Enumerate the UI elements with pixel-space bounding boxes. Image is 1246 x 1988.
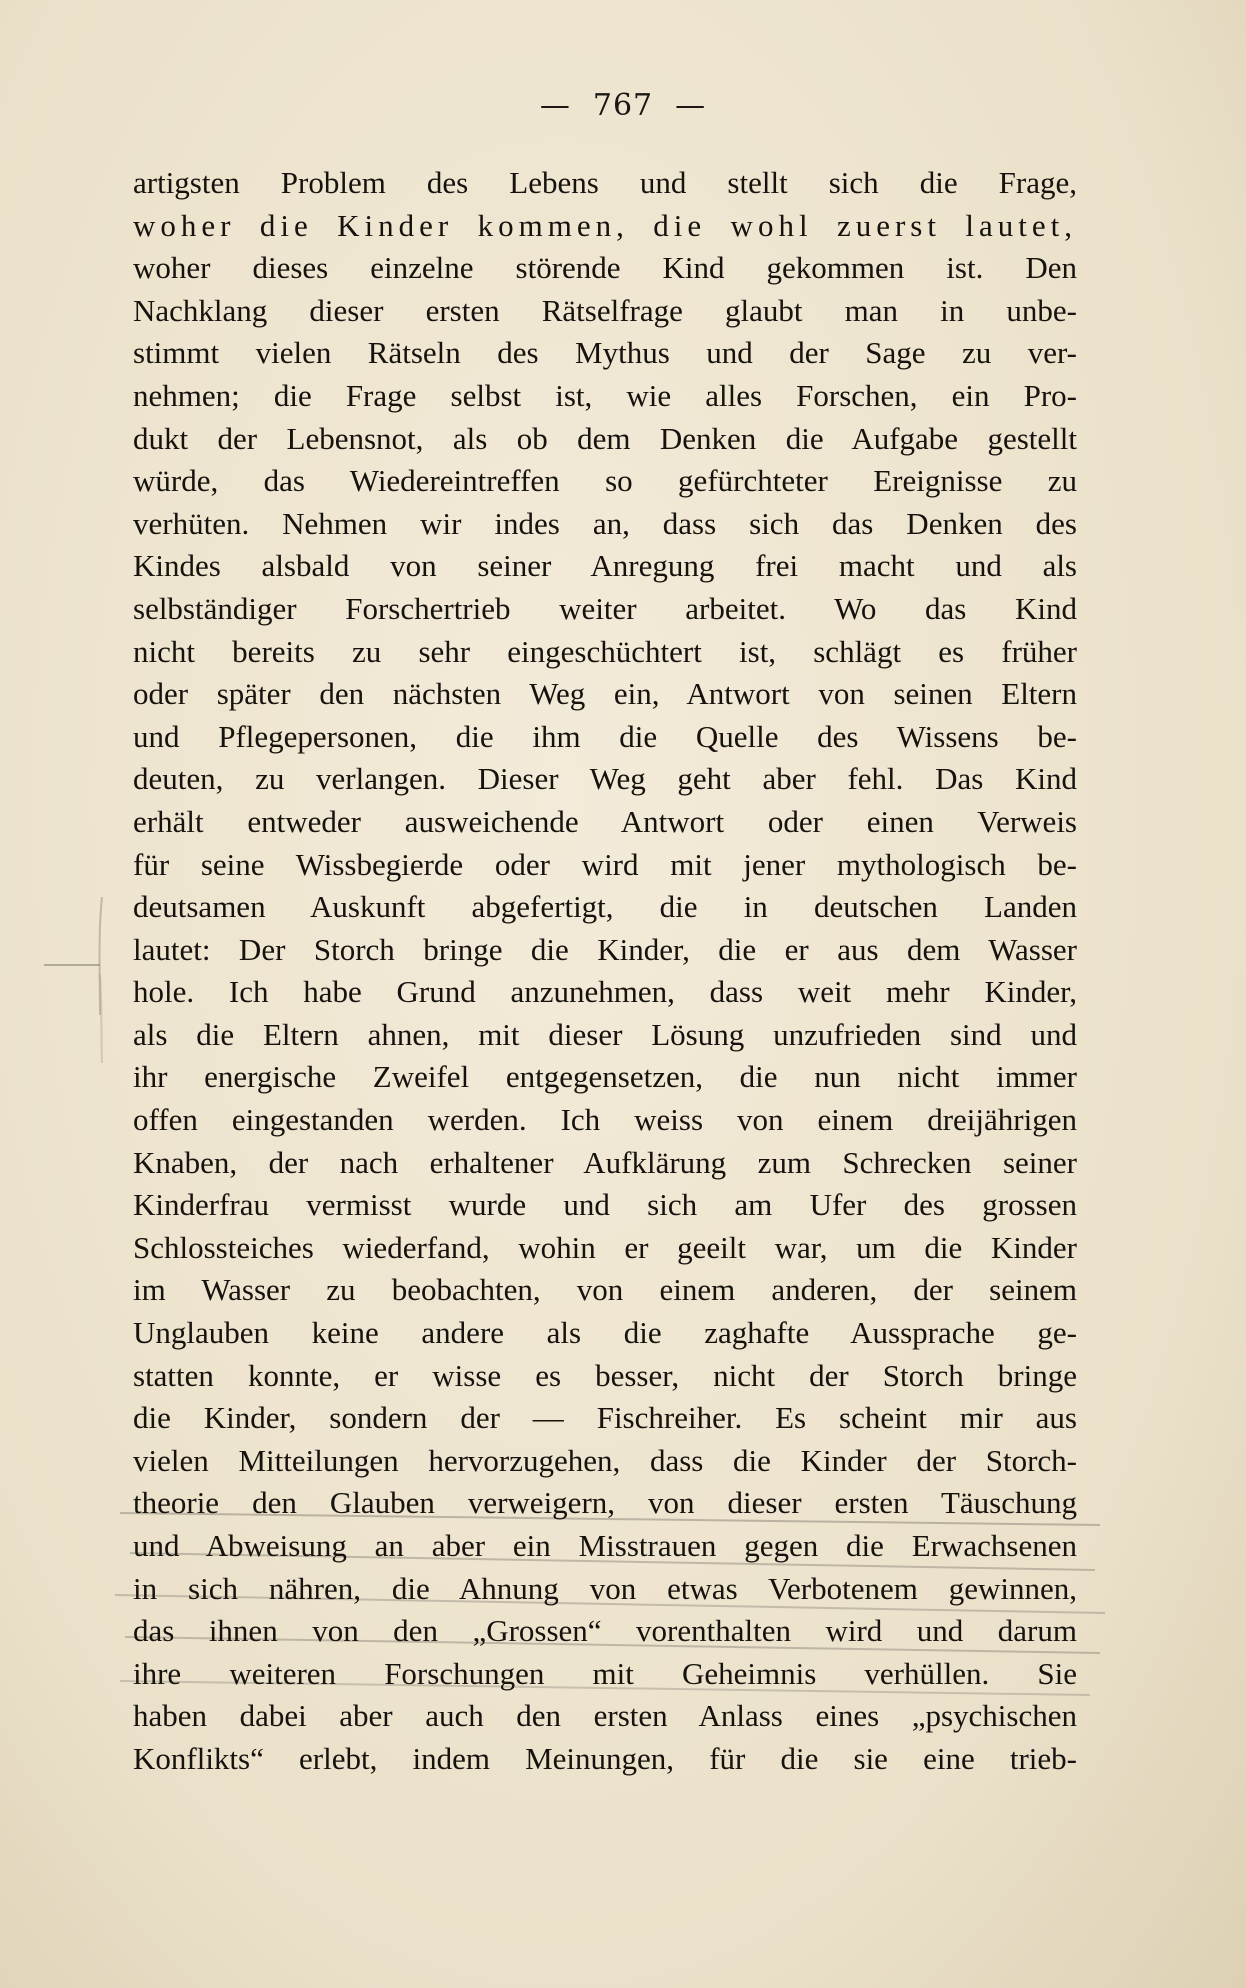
text-line: selbständiger Forschertrieb weiter arbeitet. Wo das Kind	[133, 590, 1077, 626]
text-line: Schlossteiches wiederfand, wohin er geeilt war, um die Kinder	[133, 1229, 1077, 1265]
text-line: Konflikts“ erlebt, indem Meinungen, für die sie eine trieb-	[133, 1740, 1077, 1776]
text-line: im Wasser zu beobachten, von einem anderen, der seinem	[133, 1272, 1077, 1308]
text-line: Knaben, der nach erhaltener Aufklärung zum Schrecken seiner	[133, 1144, 1077, 1180]
text-line: Kindes alsbald von seiner Anregung frei macht und als	[133, 548, 1077, 584]
page-number	[0, 88, 1246, 123]
text-line: als die Eltern ahnen, mit dieser Lösung unzufrieden sind und	[133, 1016, 1077, 1052]
margin-pencil-mark	[40, 895, 110, 1065]
text-line: haben dabei aber auch den ersten Anlass eines „psychischen	[133, 1698, 1077, 1734]
text-line: und Pflegepersonen, die ihm die Quelle des Wissens be-	[133, 718, 1077, 754]
text-line: würde, das Wiedereintreffen so gefürchteter Ereignisse zu	[133, 463, 1077, 499]
text-line: Kinderfrau vermisst wurde und sich am Ufer des grossen	[133, 1187, 1077, 1223]
text-line: lautet: Der Storch bringe die Kinder, die er aus dem Wasser	[133, 931, 1077, 967]
page-number-dash-right: —	[675, 88, 707, 123]
text-line: theorie den Glauben verweigern, von dieser ersten Täuschung	[133, 1485, 1077, 1521]
text-line: in sich nähren, die Ahnung von etwas Verbotenem gewinnen,	[133, 1570, 1077, 1606]
text-line: und Abweisung an aber ein Misstrauen gegen die Erwachsenen	[133, 1528, 1077, 1563]
text-line: für seine Wissbegierde oder wird mit jener mythologisch be-	[133, 846, 1077, 882]
text-line: stimmt vielen Rätseln des Mythus und der Sage zu ver-	[133, 335, 1077, 371]
text-line: das ihnen von den „Grossen“ vorenthalten wird und darum	[133, 1613, 1077, 1649]
page-number-dash-left: —	[539, 88, 571, 123]
page-number-value: 767	[592, 88, 654, 123]
text-line: ihre weiteren Forschungen mit Geheimnis verhüllen. Sie	[133, 1655, 1077, 1691]
text-line: artigsten Problem des Lebens und stellt sich die Frage,	[133, 165, 1077, 200]
text-line: woher dieses einzelne störende Kind gekommen ist. Den	[133, 250, 1077, 286]
text-line: nehmen; die Frage selbst ist, wie alles Forschen, ein Pro-	[133, 377, 1077, 413]
text-line: vielen Mitteilungen hervorzugehen, dass die Kinder der Storch-	[133, 1442, 1077, 1478]
text-line: Nachklang dieser ersten Rätselfrage glaubt man in unbe-	[133, 292, 1077, 328]
text-line: Unglauben keine andere als die zaghafte Aussprache ge-	[133, 1315, 1077, 1351]
text-line: deuten, zu verlangen. Dieser Weg geht aber fehl. Das Kind	[133, 761, 1077, 797]
text-line: nicht bereits zu sehr eingeschüchtert ist, schlägt es früher	[133, 633, 1077, 669]
text-line: statten konnte, er wisse es besser, nicht der Storch bringe	[133, 1357, 1077, 1393]
text-line: die Kinder, sondern der — Fischreiher. Es scheint mir aus	[133, 1400, 1077, 1436]
text-line: verhüten. Nehmen wir indes an, dass sich das Denken des	[133, 505, 1077, 541]
text-line: dukt der Lebensnot, als ob dem Denken die Aufgabe gestellt	[133, 420, 1077, 456]
text-line: erhält entweder ausweichende Antwort oder einen Verweis	[133, 803, 1077, 839]
text-line: ihr energische Zweifel entgegensetzen, die nun nicht immer	[133, 1059, 1077, 1095]
body-text	[133, 162, 1077, 1781]
text-line: hole. Ich habe Grund anzunehmen, dass weit mehr Kinder,	[133, 974, 1077, 1010]
text-line: deutsamen Auskunft abgefertigt, die in deutschen Landen	[133, 889, 1077, 925]
text-line: woher die Kinder kommen, die wohl zuerst lautet,	[133, 207, 1077, 243]
text-line: offen eingestanden werden. Ich weiss von einem dreijährigen	[133, 1102, 1077, 1138]
text-line: oder später den nächsten Weg ein, Antwort von seinen Eltern	[133, 676, 1077, 712]
